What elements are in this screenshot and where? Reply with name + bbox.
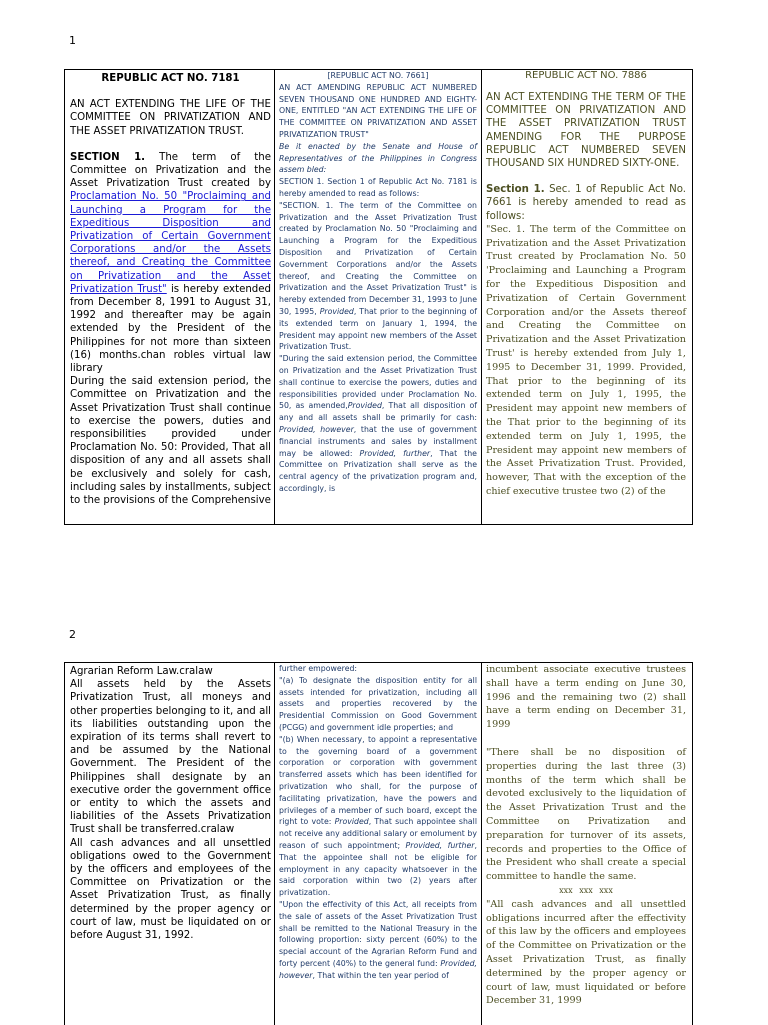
proclamation-link[interactable]: Proclamation No. 50 "Proclaiming and Launching a Program for the Expeditious Disposition and Privatization of Certain Government Corporations and/or the Assets thereof, and Creating the Committee on Privatization and the Asset Privatization Trust"	[70, 191, 271, 295]
paragraph: "Upon the effectivity of this Act, all receipts from the sale of assets of the Asset Privatization Trust shall be remitted to the National Treasury in the following proportion: sixty percent (60%) to the special account of the Agrarian Reform Fund and forty percent (40%) to the general fund: Provided, however, That within the ten year period of	[279, 899, 477, 980]
enacting-clause: Be it enacted by the Senate and House of Representatives of the Philippines in Congress assem bled:	[279, 141, 477, 175]
act-title: AN ACT AMENDING REPUBLIC ACT NUMBERED SEVEN THOUSAND ONE HUNDRED AND EIGHTY-ONE, ENTITLED "AN ACT EXTENDING THE LIFE OF THE COMMITTEE ON PRIVATIZATION AND ASSET PRIVATIZATION TRUST"	[279, 82, 477, 139]
paragraph: "(a) To designate the disposition entity for all assets intended for privatization, including all assets and properties recovered by the Presidential Commission on Good Government (PCGG) and government idle properties; and	[279, 675, 477, 732]
act-title: AN ACT EXTENDING THE TERM OF THE COMMITTEE ON PRIVATIZATION AND THE ASSET PRIVATIZATION TRUST AMENDING FOR THE PURPOSE REPUBLIC ACT NUMBERED SEVEN THOUSAND SIX HUNDRED SIXTY-ONE.	[486, 92, 686, 170]
paragraph: Agrarian Reform Law.cralaw	[70, 666, 213, 677]
column-ra7886	[482, 70, 690, 524]
column-ra7661	[275, 70, 482, 524]
comparison-table-page1	[64, 69, 693, 525]
paragraph: All cash advances and all unsettled obligations owed to the Government by the officers and employees of the Committee on Privatization or the Asset Privatization Trust, as finally determined by the proper agency or court of law, must be liquidated on or before August 31, 1992.	[70, 837, 271, 942]
paragraph: incumbent associate executive trustees shall have a term ending on June 30, 1996 and the remaining two (2) shall have a term ending on December 31, 1999	[486, 664, 686, 731]
paragraph: "(b) When necessary, to appoint a representative to the governing board of a government corporation or corporation with government transferred assets which has been identified for privatization who shall, for the purpose of facilitating privatization, have the powers and privileges of a member of such board, except the right to vote: Provided, That such appointee shall not receive any additional salary or emolument by reason of such appointment; Provided, further, That the appointee shall not be eligible for employment in any capacity whatsoever in the said corporation within two (2) years after privatization.	[279, 734, 478, 898]
paragraph: All assets held by the Assets Privatization Trust, all moneys and other properties belonging to it, and all its liabilities outstanding upon the expiration of its terms shall revert to and be assumed by the National Government. The President of the Philippines shall designate by an executive order the government office or entity to which the assets and liabilities of the Assets Privatization Trust shall be transferred.cralaw	[70, 679, 271, 836]
column-ra7661	[275, 663, 482, 1025]
paragraph: "During the said extension period, the Committee on Privatization and the Asset Privatization Trust shall continue to exercise the powers, duties and responsibilities provided under Proclamation No. 50, as amended,Provided, That all disposition of any and all assets shall be primarily for cash: Provided, however, that the use of government financial instruments and sales by installment may be allowed: Provided, further, That the Committee on Privatization shall serve as the central agency of the privatization program and, accordingly, is	[279, 354, 477, 493]
section-1: SECTION 1. The term of the Committee on Privatization and the Asset Privatization Trust created by Proclamation No. 50 "Proclaiming and Launching a Program for the Expeditious Disposition and Privatization of Certain Government Corporations and/or the Assets thereof, and Creating the Committee on Privatization and the Asset Privatization Trust" is hereby extended from December 8, 1991 to August 31, 1992 and thereafter may be again extended by the President of the Philippines for not more than sixteen (16) months.chan robles virtual law library	[70, 151, 271, 375]
paragraph: During the said extension period, the Committee on Privatization and the Asset Privatization Trust shall continue to exercise the powers, duties and responsibilities provided under Proclamation No. 50: Provided, That all disposition of any and all assets shall be exclusively and solely for cash, including sales by installments, subject to the provisions of the Comprehensive	[70, 376, 271, 507]
column-ra7181	[65, 663, 275, 1025]
comparison-table-page2	[64, 662, 693, 1025]
paragraph: "All cash advances and all unsettled obligations incurred after the effectivity of this law by the officers and employees of the Committee on Privatization or the Asset Privatization Trust, as finally determined by the proper agency or court of law, must liquidated or before December 31, 1999	[486, 898, 686, 1007]
column-heading: REPUBLIC ACT NO. 7886	[525, 70, 647, 81]
page-number: 2	[69, 628, 76, 641]
section-1: SECTION 1. Section 1 of Republic Act No. 7181 is hereby amended to read as follows:	[279, 177, 477, 198]
paragraph: "There shall be no disposition of properties during the last three (3) months of the term which shall be devoted exclusively to the liquidation of the Asset Privatization Trust and the Committee on Privatization and preparation for turnover of its assets, records and properties to the Office of the President who shall create a special committee to handle the same.	[486, 746, 686, 883]
column-ra7886	[482, 663, 690, 1025]
section-label: SECTION 1.	[70, 151, 146, 163]
omission-marker: xxx xxx xxx	[559, 885, 613, 895]
paragraph: "Sec. 1. The term of the Committee on Privatization and the Asset Privatization Trust created by Proclamation No. 50 'Proclaiming and Launching a Program for the Expeditious Disposition and Privatization of Certain Government Corporation and/or the Assets thereof and Creating the Committee on Privatization and the Asset Privatization Trust' is hereby extended from July 1, 1995 to December 31, 1999. Provided, That prior to the beginning of its extended term on July 1, 1995, the President may appoint new members of the That prior to the beginning of its extended term on July 1, 1995, the President may appoint new members of the Asset Privatization Trust. Provided, however, That with the exception of the chief executive trustee two (2) of the	[486, 223, 686, 497]
paragraph: further empowered:	[279, 664, 358, 673]
column-heading: REPUBLIC ACT NO. 7181	[101, 73, 240, 84]
section-1: Section 1. Sec. 1 of Republic Act No. 7661 is hereby amended to read as follows:	[486, 184, 686, 222]
column-heading: [REPUBLIC ACT NO. 7661]	[327, 71, 429, 80]
column-ra7181	[65, 70, 275, 524]
act-title: AN ACT EXTENDING THE LIFE OF THE COMMITTEE ON PRIVATIZATION AND THE ASSET PRIVATIZATION TRUST.	[70, 99, 271, 137]
paragraph: "SECTION. 1. The term of the Committee on Privatization and the Asset Privatization Trust created by Proclamation No. 50 "Proclaiming and Launching a Program for the Expeditious Disposition and Privatization of Certain Government Corporations and/or the Assets thereof, and Creating the Committee on Privatization and the Asset Privatization Trust" is hereby extended from December 31, 1993 to June 30, 1995, Provided, That prior to the beginning of its extended term on January 1, 1994, the President may appoint new members of the Asset Privatization Trust.	[279, 200, 477, 352]
page-number: 1	[69, 34, 76, 47]
